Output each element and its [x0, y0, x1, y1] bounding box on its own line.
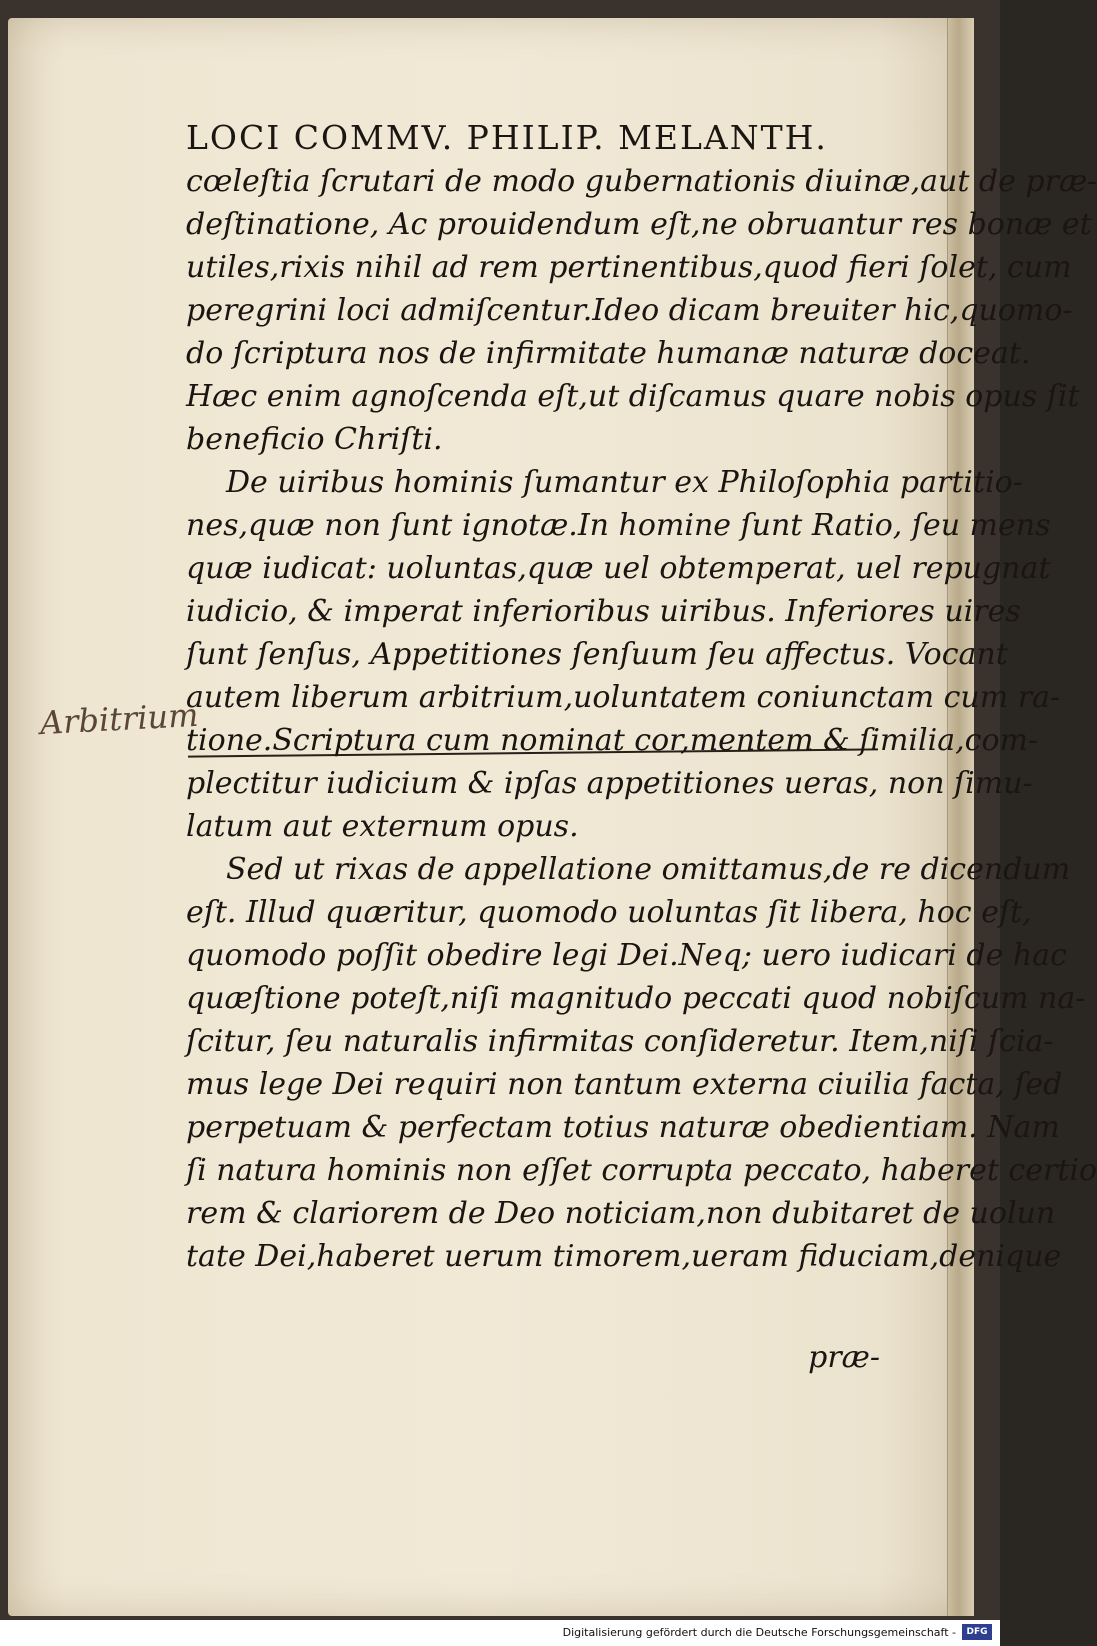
running-header: LOCI COMMV. PHILIP. MELANTH. [186, 118, 828, 157]
text-line: deſtinatione, Ac prouidendum eſt,ne obruantur res bonæ et [186, 207, 1092, 242]
text-line: peregrini loci admiſcentur.Ideo dicam breuiter hic,quomo- [186, 293, 1073, 328]
text-line: cœleſtia ſcrutari de modo gubernationis diuinæ,aut de præ- [186, 164, 1097, 199]
text-line: tione.Scriptura cum nominat cor,mentem & ſimilia,com- [186, 723, 1039, 758]
text-line: quæ iudicat: uoluntas,quæ uel obtemperat, uel repugnat [186, 551, 1051, 586]
text-line: quomodo poſſit obedire legi Dei.Neq; uero iudicari de hac [186, 938, 1067, 973]
footer-bar [0, 1620, 1000, 1646]
text-line: ſunt ſenſus, Appetitiones ſenſuum ſeu affectus. Vocant [186, 637, 1008, 672]
text-line: quæſtione poteſt,niſi magnitudo peccati quod nobiſcum na- [186, 981, 1086, 1016]
catchword: præ- [808, 1340, 880, 1375]
text-line: mus lege Dei requiri non tantum externa ciuilia facta, ſed [186, 1067, 1063, 1102]
text-line: do ſcriptura nos de infirmitate humanæ naturæ doceat. [186, 336, 1031, 371]
text-line: perpetuam & perfectam totius naturæ obedientiam. Nam [186, 1110, 1060, 1145]
text-line: Sed ut rixas de appellatione omittamus,de re dicendum [226, 852, 1071, 887]
text-line: iudicio, & imperat inferioribus uiribus. Inferiores uires [186, 594, 1021, 629]
text-line: utiles,rixis nihil ad rem pertinentibus,quod fieri ſolet, cum [186, 250, 1072, 285]
footer-funding-text: Digitalisierung gefördert durch die Deutsche Forschungsgemeinschaft - [562, 1626, 956, 1639]
text-line: tate Dei,haberet uerum timorem,ueram fiduciam,denique [186, 1239, 1062, 1274]
text-line: De uiribus hominis ſumantur ex Philoſophia partitio- [226, 465, 1023, 500]
text-line: ſcitur, ſeu naturalis infirmitas conſideretur. Item,niſi ſcia- [186, 1024, 1054, 1059]
text-line: Hæc enim agnoſcenda eſt,ut diſcamus quare nobis opus ſit [186, 379, 1080, 414]
text-line: nes,quæ non ſunt ignotæ.In homine ſunt Ratio, ſeu mens [186, 508, 1051, 543]
dfg-logo: DFG [962, 1624, 992, 1640]
text-line: eſt. Illud quæritur, quomodo uoluntas ſit libera, hoc eſt, [186, 895, 1032, 930]
text-line: rem & clariorem de Deo noticiam,non dubitaret de uolun [186, 1196, 1056, 1231]
text-line: plectitur iudicium & ipſas appetitiones ueras, non ſimu- [186, 766, 1033, 801]
handwritten-marginal-note: Arbitrium [39, 695, 200, 743]
text-line: ſi natura hominis non eſſet corrupta peccato, haberet certio [186, 1153, 1097, 1188]
text-line: autem liberum arbitrium,uoluntatem coniunctam cum ra- [186, 680, 1061, 715]
text-line: latum aut externum opus. [186, 809, 579, 844]
text-line: beneficio Chriſti. [186, 422, 443, 457]
